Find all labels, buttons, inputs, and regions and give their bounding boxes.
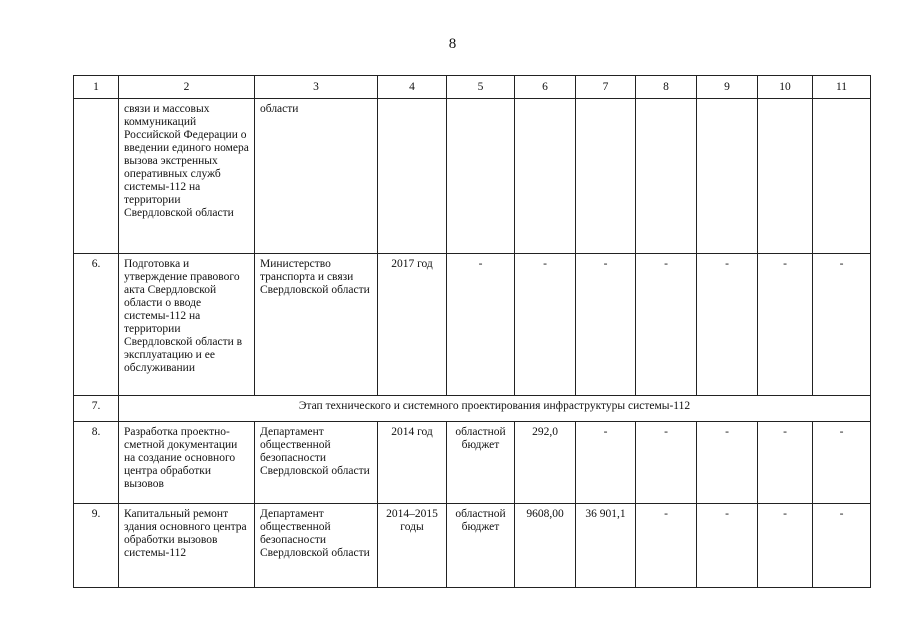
row-number: 9. [74, 504, 119, 588]
row-value [636, 99, 697, 254]
row-value: - [758, 254, 813, 396]
column-header: 9 [697, 76, 758, 99]
column-header: 10 [758, 76, 813, 99]
column-header: 8 [636, 76, 697, 99]
row-activity: связи и массовых коммуникаций Российской Федерации о введении единого номера вызова экстренных оперативных служб системы-112 на территории Свердловской области [119, 99, 255, 254]
row-value: - [813, 254, 871, 396]
stage-title: Этап технического и системного проектирования инфраструктуры системы-112 [119, 396, 871, 422]
row-value: - [636, 422, 697, 504]
table-row [74, 99, 871, 254]
row-source: областной бюджет [447, 422, 515, 504]
table-row [74, 422, 871, 504]
row-activity: Разработка проектно-сметной документации на создание основного центра обработки вызовов [119, 422, 255, 504]
row-value [758, 99, 813, 254]
row-value: - [515, 254, 576, 396]
row-source: областной бюджет [447, 504, 515, 588]
row-number: 8. [74, 422, 119, 504]
row-value: - [576, 422, 636, 504]
row-value: - [758, 504, 813, 588]
row-value: - [813, 504, 871, 588]
column-header: 3 [255, 76, 378, 99]
row-number: 6. [74, 254, 119, 396]
stage-number: 7. [74, 396, 119, 422]
row-value: 9608,00 [515, 504, 576, 588]
row-value: 292,0 [515, 422, 576, 504]
row-source: - [447, 254, 515, 396]
row-executor: Департамент общественной безопасности Свердловской области [255, 504, 378, 588]
row-activity: Капитальный ремонт здания основного центра обработки вызовов системы-112 [119, 504, 255, 588]
row-value: - [697, 504, 758, 588]
row-executor: Министерство транспорта и связи Свердловской области [255, 254, 378, 396]
row-value: - [697, 254, 758, 396]
row-value [813, 99, 871, 254]
row-value: - [697, 422, 758, 504]
row-activity: Подготовка и утверждение правового акта Свердловской области о вводе системы-112 на территории Свердловской области в эксплуатацию и ее обслуживании [119, 254, 255, 396]
row-executor: Департамент общественной безопасности Свердловской области [255, 422, 378, 504]
row-value: - [758, 422, 813, 504]
table-row [74, 254, 871, 396]
column-header: 2 [119, 76, 255, 99]
plan-table [73, 75, 871, 588]
row-value [576, 99, 636, 254]
column-header: 6 [515, 76, 576, 99]
column-header: 1 [74, 76, 119, 99]
row-value [697, 99, 758, 254]
page-number: 8 [448, 36, 457, 52]
row-value: - [813, 422, 871, 504]
row-term: 2017 год [378, 254, 447, 396]
column-header: 11 [813, 76, 871, 99]
row-term [378, 99, 447, 254]
row-source [447, 99, 515, 254]
column-number-row [74, 76, 871, 99]
row-value: - [636, 504, 697, 588]
row-value: - [636, 254, 697, 396]
table-row [74, 504, 871, 588]
column-header: 5 [447, 76, 515, 99]
row-number [74, 99, 119, 254]
row-executor: области [255, 99, 378, 254]
row-term: 2014 год [378, 422, 447, 504]
column-header: 7 [576, 76, 636, 99]
column-header: 4 [378, 76, 447, 99]
row-value: 36 901,1 [576, 504, 636, 588]
stage-row [74, 396, 871, 422]
row-value: - [576, 254, 636, 396]
row-term: 2014–2015 годы [378, 504, 447, 588]
row-value [515, 99, 576, 254]
